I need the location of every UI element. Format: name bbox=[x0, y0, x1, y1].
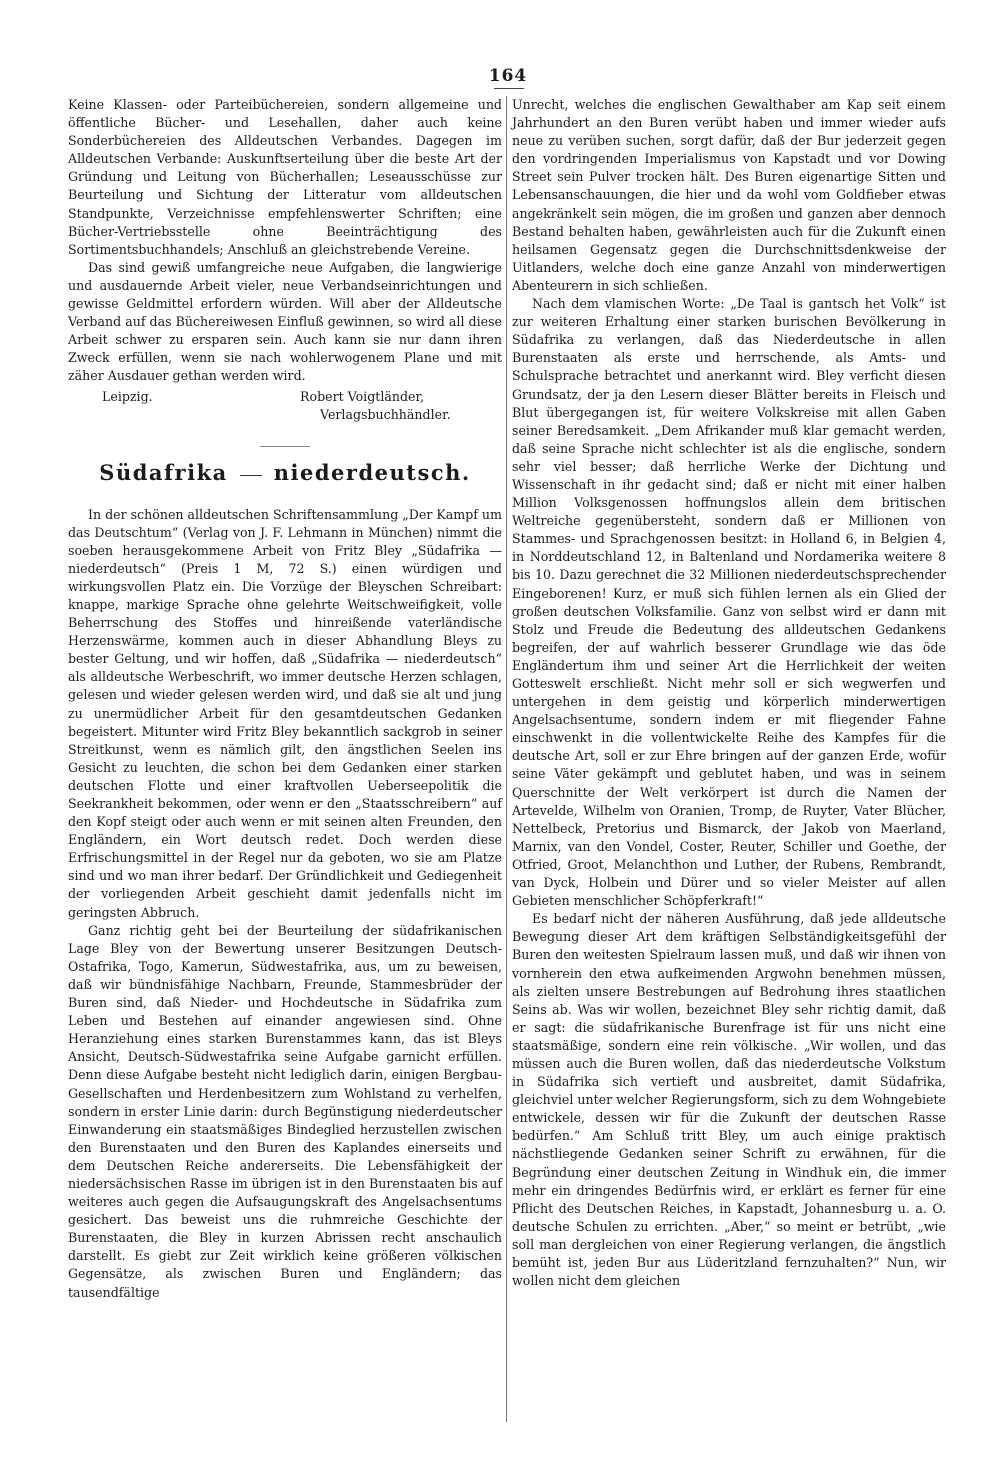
signature-title: Verlagsbuchhändler. bbox=[320, 406, 451, 422]
paragraph: In der schönen alldeutschen Schriftensammlung „Der Kampf um das Deutschtum“ (Verlag von J. F. Lehmann in München) nimmt die soeben herausgekommene Arbeit von Fritz Bley „Südafrika — niederdeutsch“ (Preis 1 M, 72 S.) einen würdigen und wirkungsvollen Platz ein. Die Vorzüge der Bleyschen Schreibart: knappe, markige Sprache ohne gelehrte Weitschweifigkeit, volle Beherrschung des Stoffes und hinreißende vaterländische Herzenswärme, kommen auch in dieser Abhandlung Bleys zu bester Geltung, und wir hoffen, daß „Südafrika — niederdeutsch“ als alldeutsche Werbeschrift, wo immer deutsche Herzen schlagen, gelesen und wieder gelesen werden wird, und daß sie alt und jung zu unermüdlicher Arbeit für den gesamtdeutschen Gedanken begeistert. Mitunter wird Fritz Bley bekanntlich sackgrob in seiner Streitkunst, wenn es nämlich gilt, den ängstlichen Seelen ins Gesicht zu leuchten, die schon bei dem Gedanken einer starken deutschen Flotte und einer kraftvollen Ueberseepolitik die Seekrankheit bekommen, oder wenn er den „Staatsschreibern“ auf den Kopf steigt oder auch wenn er mit seinen alten Freunden, den Engländern, ein Wort deutsch redet. Doch werden diese Erfrischungsmittel in der Regel nur da geboten, wo sie am Platze sind und wo man ihrer bedarf. Der Gründlichkeit und Gediegenheit der vorliegenden Arbeit geschieht damit jedenfalls nicht im geringsten Abbruch. bbox=[68, 506, 502, 920]
signature-place: Leipzig. bbox=[102, 388, 153, 404]
heading-part-1: Südafrika bbox=[99, 459, 228, 485]
article-body bbox=[68, 506, 502, 1302]
paragraph: Das sind gewiß umfangreiche neue Aufgaben, die langwierige und ausdauernde Arbeit vieler, neue Verbandseinrichtungen und gewisse Geldmittel erfordern würden. Will aber der Alldeutsche Verband auf das Büchereiwesen Einfluß gewinnen, so wird all diese Arbeit schwer zu ersparen sein. Auch kann sie nur dann ihren Zweck erfüllen, wenn sie nach wohlerwogenem Plane und mit zäher Ausdauer gethan werden wird. bbox=[68, 259, 502, 384]
left-column bbox=[68, 96, 502, 1421]
paragraph: Es bedarf nicht der näheren Ausführung, daß jede alldeutsche Bewegung dieser Art dem kräftigen Selbständigkeitsgefühl der Buren den weitesten Spielraum lassen muß, und daß wir ihnen von vornherein den etwa aufkeimenden Argwohn benehmen müssen, als zielten unsere Bestrebungen auf Bedrohung ihres staatlichen Seins ab. Was wir wollen, bezeichnet Bley sehr richtig damit, daß er sagt: die südafrikanische Burenfrage ist für uns nicht eine staatsmäßige, sondern eine rein völkische. „Wir wollen, und das müssen auch die Buren wollen, daß das niederdeutsche Volkstum in Südafrika sich vertieft und ausbreitet, damit Südafrika, gleichviel unter welcher Regierungsform, sich zu dem Wohngebiete entwickele, dessen wir für die Zukunft der deutschen Rasse bedürfen.“ Am Schluß tritt Bley, um auch einige praktisch nächstliegende Gedanken seiner Schrift zu erwähnen, für die Begründung einer deutschen Zeitung in Windhuk ein, die immer mehr ein dringendes Bedürfnis wird, er erklärt es ferner für eine Pflicht des Deutschen Reiches, in Kapstadt, Johannesburg u. a. O. deutsche Schulen zu errichten. „Aber,“ so meint er betrübt, „wie soll man dergleichen von einer Regierung verlangen, die ängstlich bemüht ist, jeden Bur aus Lüderitzland fernzuhalten?“ Nun, wir wollen nicht dem gleichen bbox=[512, 911, 946, 1289]
signature-name: Robert Voigtländer, bbox=[300, 388, 425, 404]
right-column bbox=[512, 96, 946, 1421]
heading-separator-rule bbox=[260, 446, 310, 447]
paragraph: Keine Klassen- oder Parteibüchereien, sondern allgemeine und öffentliche Bücher- und Lesehallen, daher auch keine Sonderbüchereien des Alldeutschen Verbandes. Dagegen im Alldeutschen Verbande: Auskunftserteilung über die beste Art der Gründung und Leitung von Bücherhallen; Leseausschüsse zur Beurteilung und Sichtung der Litteratur vom alldeutschen Standpunkte, Verzeichnisse empfehlenswerter Schriften; eine Bücher-Vertriebsstelle ohne Beeinträchtigung des Sortimentsbuchhandels; Anschluß an gleichstrebende Vereine. bbox=[68, 97, 502, 257]
paragraph: Nach dem vlamischen Worte: „De Taal is gantsch het Volk“ ist zur weiteren Erhaltung einer starken burischen Bevölkerung in Südafrika zu verlangen, daß das Niederdeutsche in allen Burenstaaten als erste und herrschende, als Amts- und Schulsprache betrachtet und anerkannt wird. Bley verficht diesen Grundsatz, der ja den Lesern dieser Blätter bereits in Fleisch und Blut übergegangen ist, für weitere Volkskreise mit allen Gaben seiner Beredsamkeit. „Dem Afrikander muß klar gemacht werden, daß seine Sprache nicht schlechter ist als die englische, sondern sehr viel besser; daß herrliche Werke der Dichtung und Wissenschaft in ihr gedacht sind; daß er nicht mit einer halben Million Volksgenossen hoffnungslos allein dem britischen Weltreiche gegenübersteht, sondern daß er Millionen von Stammes- und Sprachgenossen besitzt: in Holland 6, in Belgien 4, in Norddeutschland 12, in Baltenland und Nordamerika weitere 8 bis 10. Dazu gerechnet die 32 Millionen niederdeutschsprechender Eingeborenen! Kurz, er muß sich fühlen lernen als ein Glied der großen deutschen Volksfamilie. Ganz von selbst wird er dann mit Stolz und Freude die Bedeutung des alldeutschen Gedankens begreifen, der auf wahrlich besserer Grundlage wie das öde Engländertum ihm und seiner Art die Herrlichkeit der weiten Gotteswelt erschließt. Nicht mehr soll er sich wegwerfen und untergehen in dem geistig und körperlich minderwertigen Angelsachsentume, sondern indem er mit fliegender Fahne einschwenkt in die vollentwickelte Reihe des Kampfes für die deutsche Art, soll er zur Ehre bringen auf der ganzen Erde, wofür seine Väter gekämpft und geblutet haben, und was in seinem Querschnitte der Welt verkörpert ist durch die Namen der Artevelde, Wilhelm von Oranien, Tromp, de Ruyter, Vater Blücher, Nettelbeck, Pretorius und Bismarck, der Jakob von Maerland, Marnix, van den Vondel, Coster, Reuter, Schiller und Goethe, der Otfried, Groot, Melanchthon und Luther, der Rubens, Rembrandt, van Dyck, Holbein und Dürer und so vieler Meister auf allen Gebieten menschlicher Schöpferkraft!“ bbox=[512, 296, 946, 909]
heading-dash bbox=[240, 475, 262, 476]
page-number: 164 bbox=[488, 66, 528, 86]
article-heading bbox=[68, 460, 502, 490]
signature-block bbox=[68, 388, 502, 426]
heading-part-2: niederdeutsch. bbox=[273, 459, 471, 485]
paragraph: Unrecht, welches die englischen Gewalthaber am Kap seit einem Jahrhundert an den Buren verübt haben und immer wieder aufs neue zu verüben suchen, sorgt dafür, daß der Bur jederzeit gegen den vordringenden Imperialismus von Kapstadt und vor Dowing Street sein Pulver trocken hält. Des Buren eigenartige Sitten und Lebensanschauungen, die hier und da wohl vom Goldfieber etwas angekränkelt sein mögen, die im großen und ganzen aber dennoch Bestand behalten haben, gewährleisten auch für die Zukunft einen heilsamen Gegensatz gegen die Durchschnittsdenkweise der Uitlanders, welche doch eine ganze Anzahl von minderwertigen Abenteurern in sich schließen. bbox=[512, 97, 946, 293]
column-divider bbox=[506, 96, 507, 1422]
paragraph: Ganz richtig geht bei der Beurteilung der südafrikanischen Lage Bley von der Bewertung unserer Besitzungen Deutsch-Ostafrika, Togo, Kamerun, Südwestafrika, aus, um zu beweisen, daß wir bündnisfähige Nachbarn, Freunde, Stammesbrüder der Buren sind, daß Nieder- und Hochdeutsche in Südafrika zum Leben und Bestehen auf einander angewiesen sind. Ohne Heranziehung eines starken Burenstammes kann, das ist Bleys Ansicht, Deutsch-Südwestafrika seine Aufgabe garnicht erfüllen. Denn diese Aufgabe besteht nicht lediglich darin, einigen Bergbau-Gesellschaften und Herdenbesitzern zum Wohlstand zu verhelfen, sondern in erster Linie darin: durch Begünstigung niederdeutscher Einwanderung ein staatsmäßiges Bindeglied herzustellen zwischen den Burenstaaten und den Buren des Kaplandes einerseits und dem Deutschen Reiche andererseits. Die Lebensfähigkeit der niedersächsischen Rasse im übrigen ist in den Burenstaaten bis auf weiteres auch gegen die Aufsaugungskraft des Angelsachsentums gesichert. Das beweist uns die ruhmreiche Geschichte der Burenstaaten, die Bley in kurzen Abrissen recht anschaulich darstellt. Es giebt zur Zeit wirklich keine größeren völkischen Gegensätze, als zwischen Buren und Engländern; das tausendfältige bbox=[68, 922, 502, 1300]
page-number-rule bbox=[494, 88, 524, 89]
